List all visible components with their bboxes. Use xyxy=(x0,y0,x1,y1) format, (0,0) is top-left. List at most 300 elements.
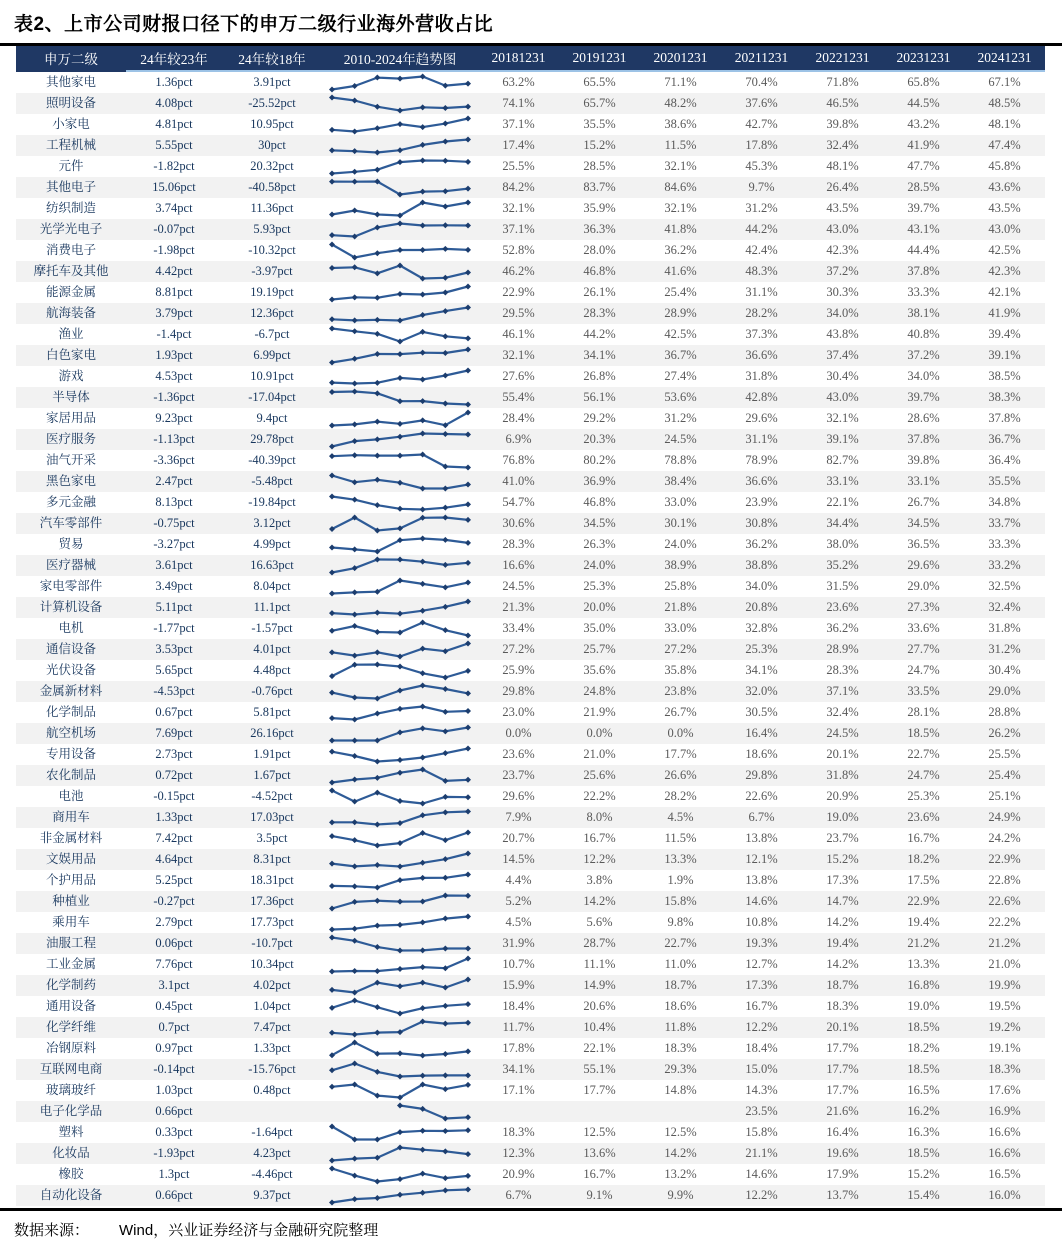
trend-sparkline xyxy=(325,220,475,240)
value-cell: 33.3% xyxy=(907,285,940,299)
value-cell: 28.2% xyxy=(664,789,697,803)
value-cell: 32.1% xyxy=(502,201,535,215)
chg-vs-2023-cell: -1.82pct xyxy=(153,159,195,173)
chg-vs-2018-cell: 1.33pct xyxy=(253,1041,291,1055)
sparkline-point-marker xyxy=(374,661,380,667)
chg-vs-2023-cell: 0.66pct xyxy=(155,1104,193,1118)
sparkline-point-marker xyxy=(352,611,358,617)
sparkline-point-marker xyxy=(352,294,358,300)
value-cell: 24.9% xyxy=(988,810,1021,824)
value-cell: 35.6% xyxy=(583,663,616,677)
sparkline-point-marker xyxy=(442,750,448,756)
value-cell: 17.7% xyxy=(664,747,697,761)
trend-sparkline-cell xyxy=(322,1185,478,1206)
value-cell: 17.4% xyxy=(502,138,535,152)
value-cell: 36.6% xyxy=(745,474,778,488)
table-row xyxy=(16,534,1045,555)
sparkline-point-marker xyxy=(442,627,448,633)
trend-sparkline-cell xyxy=(322,492,478,513)
sparkline-point-marker xyxy=(374,1178,380,1184)
table-row xyxy=(16,1038,1045,1059)
value-cell: 33.1% xyxy=(826,474,859,488)
industry-name-cell: 家电零部件 xyxy=(39,579,103,593)
sparkline-point-marker xyxy=(442,333,448,339)
table-body xyxy=(16,71,1045,1206)
chg-vs-2023-cell: 0.33pct xyxy=(155,1125,193,1139)
sparkline-point-marker xyxy=(465,794,471,800)
value-cell: 28.1% xyxy=(907,705,940,719)
industry-name-cell: 航空机场 xyxy=(45,726,96,740)
chg-vs-2018-cell: 10.91pct xyxy=(250,369,294,383)
chg-vs-2018-cell: 4.01pct xyxy=(253,642,291,656)
sparkline-point-marker xyxy=(420,124,426,130)
value-cell: 19.2% xyxy=(988,1020,1021,1034)
sparkline-point-marker xyxy=(374,737,380,743)
sparkline-point-marker xyxy=(329,86,335,92)
value-cell: 80.2% xyxy=(583,453,616,467)
table-row xyxy=(16,261,1045,282)
value-cell: 16.0% xyxy=(988,1188,1021,1202)
sparkline-point-marker xyxy=(420,1052,426,1058)
value-cell: 13.7% xyxy=(826,1188,859,1202)
value-cell: 18.2% xyxy=(907,1041,940,1055)
table-row xyxy=(16,408,1045,429)
chg-vs-2018-cell: 1.04pct xyxy=(253,999,291,1013)
industry-name-cell: 游戏 xyxy=(58,369,84,383)
trend-sparkline xyxy=(325,1081,475,1101)
table-row xyxy=(16,1185,1045,1206)
industry-name-cell: 光学光电子 xyxy=(39,222,103,236)
sparkline-point-marker xyxy=(397,877,403,883)
trend-sparkline-cell xyxy=(322,954,478,975)
sparkline-point-marker xyxy=(420,1146,426,1152)
chg-vs-2018-cell: 10.95pct xyxy=(250,117,294,131)
value-cell: 23.8% xyxy=(664,684,697,698)
sparkline-point-marker xyxy=(465,1001,471,1007)
sparkline-point-marker xyxy=(465,269,471,275)
industry-name-cell: 贸易 xyxy=(58,537,84,551)
value-cell: 42.3% xyxy=(988,264,1021,278)
value-cell: 29.5% xyxy=(502,306,535,320)
value-cell: 42.8% xyxy=(745,390,778,404)
sparkline-point-marker xyxy=(442,1002,448,1008)
value-cell: 10.8% xyxy=(745,915,778,929)
sparkline-point-marker xyxy=(352,355,358,361)
trend-sparkline xyxy=(325,1165,475,1185)
value-cell: 21.9% xyxy=(583,705,616,719)
sparkline-point-marker xyxy=(442,1086,448,1092)
value-cell: 15.8% xyxy=(664,894,697,908)
value-cell: 9.7% xyxy=(748,180,775,194)
trend-sparkline xyxy=(325,514,475,534)
sparkline-point-marker xyxy=(397,374,403,380)
chg-vs-2023-cell: -1.77pct xyxy=(153,621,195,635)
value-cell: 22.9% xyxy=(907,894,940,908)
sparkline-point-marker xyxy=(352,898,358,904)
sparkline-point-marker xyxy=(465,222,471,228)
sparkline-point-marker xyxy=(374,103,380,109)
value-cell: 37.2% xyxy=(907,348,940,362)
value-cell: 36.7% xyxy=(664,348,697,362)
value-cell: 6.9% xyxy=(505,432,532,446)
sparkline-point-marker xyxy=(465,80,471,86)
sparkline-point-marker xyxy=(374,502,380,508)
value-cell: 76.8% xyxy=(502,453,535,467)
chg-vs-2023-cell: -1.93pct xyxy=(153,1146,195,1160)
value-cell: 13.2% xyxy=(664,1167,697,1181)
chg-vs-2023-cell: 3.49pct xyxy=(155,579,193,593)
trend-sparkline xyxy=(325,724,475,744)
sparkline-point-marker xyxy=(420,874,426,880)
sparkline-point-marker xyxy=(442,856,448,862)
sparkline-point-marker xyxy=(465,1019,471,1025)
value-cell: 26.7% xyxy=(907,495,940,509)
chg-vs-2023-cell: 0.72pct xyxy=(155,768,193,782)
sparkline-point-marker xyxy=(465,707,471,713)
sparkline-point-marker xyxy=(374,884,380,890)
col-header-industry: 申万二级 xyxy=(16,46,126,71)
sparkline-point-marker xyxy=(465,185,471,191)
chg-vs-2018-cell: 1.91pct xyxy=(253,747,291,761)
value-cell: 30.4% xyxy=(826,369,859,383)
value-cell: 16.9% xyxy=(988,1104,1021,1118)
value-cell: 21.2% xyxy=(988,936,1021,950)
sparkline-point-marker xyxy=(442,289,448,295)
value-cell: 54.7% xyxy=(502,495,535,509)
value-cell: 19.4% xyxy=(826,936,859,950)
sparkline-point-marker xyxy=(420,607,426,613)
value-cell: 45.8% xyxy=(988,159,1021,173)
value-cell: 31.1% xyxy=(745,285,778,299)
chg-vs-2023-cell: 8.13pct xyxy=(155,495,193,509)
trend-sparkline-cell xyxy=(322,1080,478,1101)
value-cell: 14.2% xyxy=(826,957,859,971)
sparkline-point-marker xyxy=(352,479,358,485)
sparkline-point-marker xyxy=(397,797,403,803)
sparkline-point-marker xyxy=(352,83,358,89)
sparkline-point-marker xyxy=(352,438,358,444)
chg-vs-2023-cell: 3.79pct xyxy=(155,306,193,320)
table-row xyxy=(16,219,1045,240)
sparkline-point-marker xyxy=(442,648,448,654)
value-cell: 34.5% xyxy=(907,516,940,530)
sparkline-point-marker xyxy=(465,976,471,982)
trend-sparkline-cell xyxy=(322,555,478,576)
industry-overseas-revenue-table xyxy=(16,46,1045,1206)
value-cell: 35.5% xyxy=(988,474,1021,488)
trend-sparkline xyxy=(325,661,475,681)
sparkline-point-marker xyxy=(465,1072,471,1078)
chg-vs-2018-cell: 8.04pct xyxy=(253,579,291,593)
trend-sparkline xyxy=(325,283,475,303)
value-cell: 11.8% xyxy=(664,1020,697,1034)
value-cell: 20.6% xyxy=(583,999,616,1013)
sparkline-point-marker xyxy=(442,837,448,843)
table-row xyxy=(16,156,1045,177)
table-row xyxy=(16,576,1045,597)
value-cell: 39.8% xyxy=(907,453,940,467)
table-row xyxy=(16,198,1045,219)
trend-sparkline-cell xyxy=(322,345,478,366)
sparkline-point-marker xyxy=(374,1004,380,1010)
trend-sparkline xyxy=(325,1039,475,1059)
value-cell: 23.6% xyxy=(826,600,859,614)
sparkline-point-marker xyxy=(465,667,471,673)
value-cell: 23.6% xyxy=(907,810,940,824)
value-cell: 18.7% xyxy=(826,978,859,992)
sparkline-point-marker xyxy=(329,170,335,176)
chg-vs-2018-cell: 4.48pct xyxy=(253,663,291,677)
trend-sparkline-cell xyxy=(322,450,478,471)
value-cell: 12.2% xyxy=(745,1020,778,1034)
table-row xyxy=(16,240,1045,261)
value-cell: 20.1% xyxy=(826,1020,859,1034)
value-cell: 32.1% xyxy=(826,411,859,425)
sparkline-point-marker xyxy=(465,892,471,898)
value-cell: 31.8% xyxy=(826,768,859,782)
value-cell: 22.7% xyxy=(907,747,940,761)
trend-sparkline xyxy=(325,346,475,366)
table-row xyxy=(16,891,1045,912)
value-cell: 20.8% xyxy=(745,600,778,614)
value-cell: 15.4% xyxy=(907,1188,940,1202)
value-cell: 34.1% xyxy=(583,348,616,362)
chg-vs-2018-cell: 10.34pct xyxy=(250,957,294,971)
trend-sparkline xyxy=(325,829,475,849)
chg-vs-2023-cell: -1.13pct xyxy=(153,432,195,446)
table-row xyxy=(16,870,1045,891)
value-cell: 31.2% xyxy=(664,411,697,425)
chg-vs-2018-cell: 8.31pct xyxy=(253,852,291,866)
value-cell: 40.8% xyxy=(907,327,940,341)
table-row xyxy=(16,1164,1045,1185)
table-row xyxy=(16,1017,1045,1038)
sparkline-point-marker xyxy=(374,418,380,424)
sparkline-point-marker xyxy=(397,729,403,735)
sparkline-point-marker xyxy=(329,94,335,100)
sparkline-point-marker xyxy=(420,485,426,491)
value-cell: 25.5% xyxy=(502,159,535,173)
sparkline-point-marker xyxy=(397,338,403,344)
sparkline-point-marker xyxy=(465,464,471,470)
value-cell: 13.3% xyxy=(907,957,940,971)
value-cell: 33.1% xyxy=(907,474,940,488)
value-cell: 26.3% xyxy=(583,537,616,551)
sparkline-point-marker xyxy=(329,264,335,270)
value-cell: 32.5% xyxy=(988,579,1021,593)
value-cell: 20.0% xyxy=(583,600,616,614)
sparkline-point-marker xyxy=(465,501,471,507)
sparkline-point-marker xyxy=(352,753,358,759)
sparkline-point-marker xyxy=(397,965,403,971)
value-cell: 34.4% xyxy=(826,516,859,530)
industry-name-cell: 橡胶 xyxy=(58,1167,84,1181)
value-cell: 24.7% xyxy=(907,768,940,782)
value-cell: 13.8% xyxy=(745,873,778,887)
value-cell: 42.7% xyxy=(745,117,778,131)
chg-vs-2018-cell: -1.57pct xyxy=(251,621,293,635)
sparkline-point-marker xyxy=(420,535,426,541)
chg-vs-2018-cell: 11.36pct xyxy=(250,201,294,215)
table-row xyxy=(16,597,1045,618)
industry-name-cell: 金属新材料 xyxy=(39,684,103,698)
industry-name-cell: 通信设备 xyxy=(45,642,96,656)
sparkline-point-marker xyxy=(329,1083,335,1089)
industry-name-cell: 工程机械 xyxy=(45,138,96,152)
sparkline-point-marker xyxy=(442,686,448,692)
col-header-trend-chart: 2010-2024年趋势图 xyxy=(322,46,478,71)
value-cell: 32.1% xyxy=(664,159,697,173)
sparkline-point-marker xyxy=(329,968,335,974)
sparkline-point-marker xyxy=(374,350,380,356)
sparkline-point-marker xyxy=(329,296,335,302)
source-text: Wind，兴业证券经济与金融研究院整理 xyxy=(119,1222,379,1239)
value-cell: 10.4% xyxy=(583,1020,616,1034)
value-cell: 12.2% xyxy=(583,852,616,866)
sparkline-point-marker xyxy=(329,232,335,238)
sparkline-point-marker xyxy=(374,390,380,396)
value-cell: 30.3% xyxy=(826,285,859,299)
value-cell: 26.4% xyxy=(826,180,859,194)
chg-vs-2023-cell: 2.73pct xyxy=(155,747,193,761)
value-cell: 78.8% xyxy=(664,453,697,467)
industry-name-cell: 半导体 xyxy=(52,390,90,404)
sparkline-point-marker xyxy=(374,125,380,131)
sparkline-point-marker xyxy=(329,1004,335,1010)
value-cell: 24.0% xyxy=(583,558,616,572)
chg-vs-2018-cell: 4.23pct xyxy=(253,1146,291,1160)
trend-sparkline xyxy=(325,787,475,807)
value-cell: 14.2% xyxy=(664,1146,697,1160)
value-cell: 33.6% xyxy=(907,621,940,635)
sparkline-point-marker xyxy=(420,754,426,760)
table-row xyxy=(16,387,1045,408)
value-cell: 34.0% xyxy=(907,369,940,383)
sparkline-point-marker xyxy=(329,569,335,575)
sparkline-point-marker xyxy=(397,159,403,165)
sparkline-point-marker xyxy=(352,421,358,427)
trend-sparkline-cell xyxy=(322,135,478,156)
chg-vs-2023-cell: -0.15pct xyxy=(153,789,195,803)
value-cell: 22.9% xyxy=(988,852,1021,866)
industry-name-cell: 小家电 xyxy=(52,117,90,131)
value-cell: 29.0% xyxy=(907,579,940,593)
sparkline-point-marker xyxy=(465,246,471,252)
sparkline-point-marker xyxy=(397,505,403,511)
value-cell: 36.3% xyxy=(583,222,616,236)
sparkline-point-marker xyxy=(442,188,448,194)
sparkline-point-marker xyxy=(465,539,471,545)
sparkline-point-marker xyxy=(420,157,426,163)
value-cell xyxy=(640,1101,721,1122)
value-cell: 21.2% xyxy=(907,936,940,950)
value-cell: 16.5% xyxy=(907,1083,940,1097)
value-cell: 28.8% xyxy=(988,705,1021,719)
table-row xyxy=(16,765,1045,786)
value-cell: 30.1% xyxy=(664,516,697,530)
value-cell: 22.6% xyxy=(745,789,778,803)
sparkline-point-marker xyxy=(329,737,335,743)
sparkline-point-marker xyxy=(352,694,358,700)
value-cell: 43.5% xyxy=(826,201,859,215)
value-cell: 17.1% xyxy=(502,1083,535,1097)
chg-vs-2018-cell: -1.64pct xyxy=(251,1125,293,1139)
sparkline-point-marker xyxy=(352,1196,358,1202)
value-cell: 48.3% xyxy=(745,264,778,278)
sparkline-point-marker xyxy=(420,898,426,904)
trend-sparkline xyxy=(325,1018,475,1038)
value-cell: 23.6% xyxy=(502,747,535,761)
value-cell: 26.7% xyxy=(664,705,697,719)
sparkline-point-marker xyxy=(329,590,335,596)
sparkline-point-marker xyxy=(352,716,358,722)
value-cell: 43.2% xyxy=(907,117,940,131)
value-cell: 25.6% xyxy=(583,768,616,782)
chg-vs-2023-cell: -0.75pct xyxy=(153,516,195,530)
sparkline-point-marker xyxy=(374,1136,380,1142)
sparkline-point-marker xyxy=(329,1029,335,1035)
value-cell: 5.6% xyxy=(586,915,613,929)
sparkline-point-marker xyxy=(352,128,358,134)
sparkline-point-marker xyxy=(465,103,471,109)
sparkline-point-marker xyxy=(329,986,335,992)
table-row xyxy=(16,135,1045,156)
trend-sparkline-cell xyxy=(322,177,478,198)
value-cell: 7.9% xyxy=(505,810,532,824)
sparkline-point-marker xyxy=(329,359,335,365)
industry-name-cell: 摩托车及其他 xyxy=(33,264,109,278)
value-cell: 23.7% xyxy=(826,831,859,845)
value-cell: 41.0% xyxy=(502,474,535,488)
sparkline-point-marker xyxy=(420,919,426,925)
sparkline-point-marker xyxy=(420,188,426,194)
industry-name-cell: 塑料 xyxy=(58,1125,84,1139)
trend-sparkline-cell xyxy=(322,1059,478,1080)
value-cell: 3.8% xyxy=(586,873,613,887)
col-header-chg-vs-2018: 24年较18年 xyxy=(222,46,322,71)
sparkline-point-marker xyxy=(465,632,471,638)
value-cell: 71.8% xyxy=(826,75,859,89)
value-cell: 45.3% xyxy=(745,159,778,173)
trend-sparkline-cell xyxy=(322,261,478,282)
sparkline-point-marker xyxy=(442,728,448,734)
sparkline-point-marker xyxy=(442,350,448,356)
chg-vs-2018-cell: 4.02pct xyxy=(253,978,291,992)
industry-name-cell: 工业金属 xyxy=(45,957,96,971)
value-cell: 39.1% xyxy=(826,432,859,446)
source-label: 数据来源： xyxy=(14,1222,90,1239)
value-cell: 35.9% xyxy=(583,201,616,215)
value-cell: 24.2% xyxy=(988,831,1021,845)
trend-sparkline-cell xyxy=(322,597,478,618)
sparkline-point-marker xyxy=(442,514,448,520)
trend-sparkline xyxy=(325,73,475,93)
chg-vs-2018-cell: 11.1pct xyxy=(253,600,291,614)
value-cell: 13.8% xyxy=(745,831,778,845)
value-cell: 43.0% xyxy=(988,222,1021,236)
chg-vs-2018-cell: -6.7pct xyxy=(254,327,290,341)
value-cell: 18.5% xyxy=(907,726,940,740)
chg-vs-2023-cell: 4.81pct xyxy=(155,117,193,131)
industry-name-cell: 电子化学品 xyxy=(39,1104,103,1118)
trend-sparkline-cell xyxy=(322,870,478,891)
trend-sparkline-cell xyxy=(322,534,478,555)
value-cell: 23.5% xyxy=(745,1104,778,1118)
sparkline-point-marker xyxy=(465,1127,471,1133)
industry-name-cell: 种植业 xyxy=(52,894,90,908)
value-cell: 28.9% xyxy=(664,306,697,320)
sparkline-point-marker xyxy=(374,979,380,985)
